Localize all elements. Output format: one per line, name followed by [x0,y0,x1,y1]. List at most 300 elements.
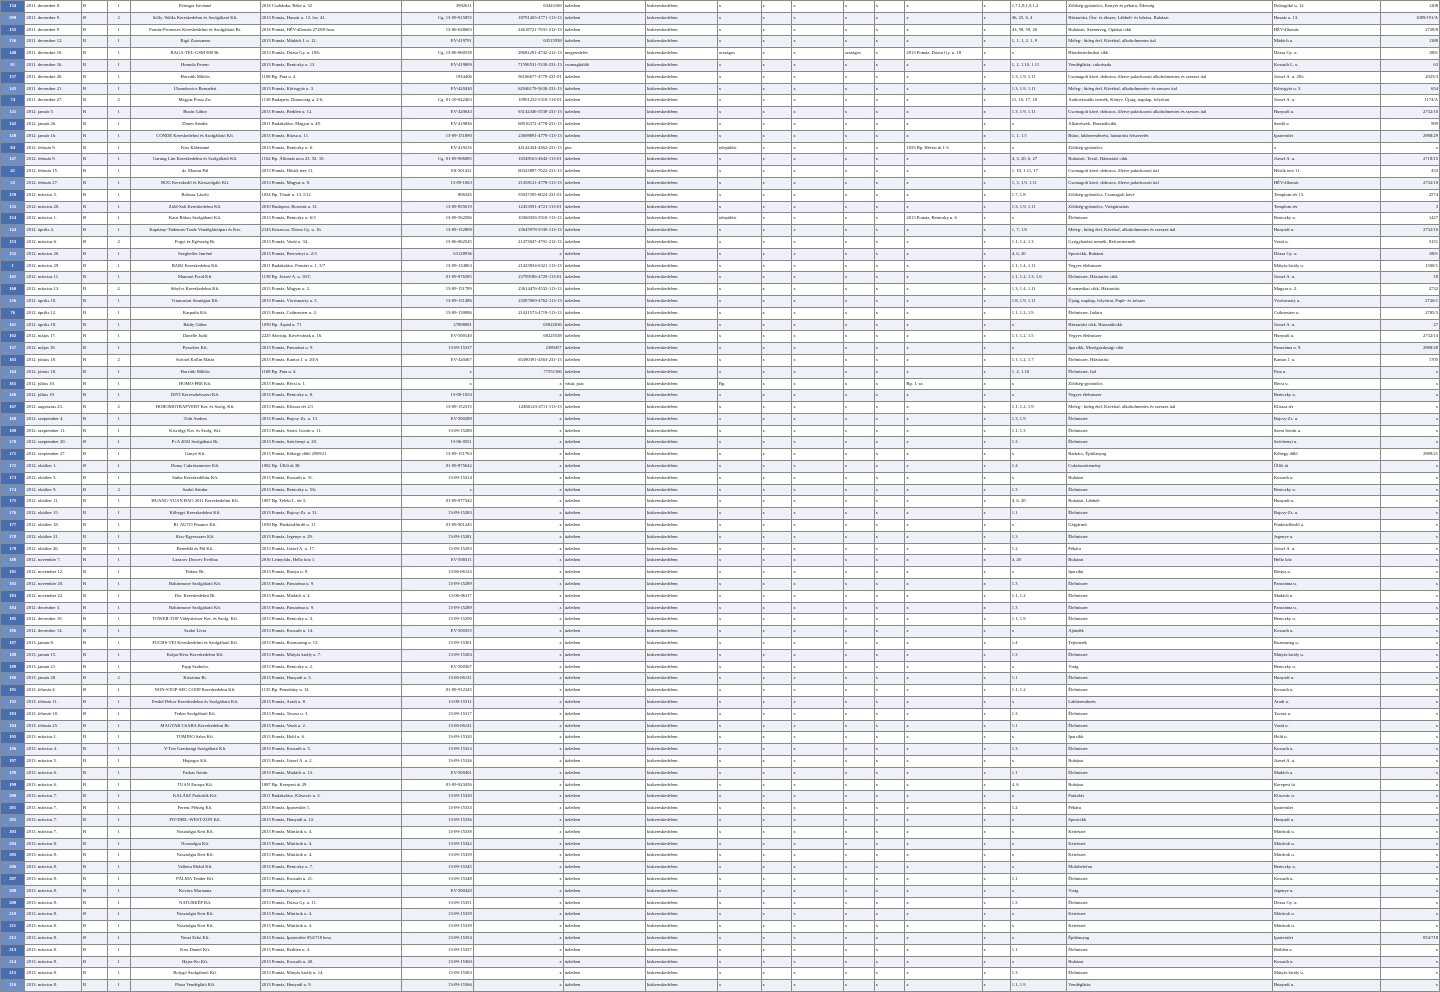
table-cell: B [81,838,107,850]
table-cell: 13-09-1063 [401,177,473,189]
table-cell: 1.3 [1010,708,1067,720]
table-cell: x [874,366,905,378]
row-number-cell: 183 [1,590,25,602]
table-cell: x [761,83,792,95]
table-cell: Élelmiszer [1067,767,1273,779]
table-cell: x [874,921,905,933]
table-cell: Ferenc Pékség Kft. [130,803,260,815]
table-cell: x [982,932,1010,944]
table-cell: x [1380,508,1439,520]
table-cell: x [1380,638,1439,650]
table-cell: Hunyadi u. [1272,225,1380,237]
table-cell: 2014 Pomáz, HÉV-állomás 2728/8 hrsz. [260,24,401,36]
table-cell: 1.1 [1010,767,1067,779]
table-cell: 63515938 [473,36,563,48]
table-row [1,12,1440,24]
table-cell: Mátyás király u. [1272,260,1380,272]
table-cell: x [717,791,761,803]
table-cell: 2732/10 [1380,107,1439,119]
table-cell: 1.1, 1.9 [1010,980,1067,992]
table-cell: 13-09-15301 [401,638,473,650]
table-cell: 13-09-15293 [401,543,473,555]
table-cell: 1 [107,213,130,225]
table-cell: 2013. március 8. [25,862,82,874]
table-cell: x [843,437,874,449]
table-cell: 1 [107,472,130,484]
table-cell: 1, 3, 1.9, 1.11 [1010,177,1067,189]
table-cell: üzletben [563,697,645,709]
table-cell: x [874,791,905,803]
table-cell: üzletben [563,838,645,850]
table-cell: 1089/191/A [1380,12,1439,24]
table-cell: x [843,944,874,956]
table-cell: 1 [107,944,130,956]
table-cell: x [1380,921,1439,933]
table-cell: 2 [107,354,130,366]
table-cell: 13-09-855619 [401,201,473,213]
table-cell: x [874,107,905,119]
table-cell: x [792,36,843,48]
table-cell: kiskereskedelem [645,95,717,107]
table-cell: 2012. április 4. [25,225,82,237]
table-cell: üzletben [563,201,645,213]
table-cell: Ubrankovics Bernadett [130,83,260,95]
table-cell: Dobogókő u. 12 [1272,1,1380,13]
table-cell: x [792,732,843,744]
table-cell: x [982,814,1010,826]
table-cell: 2011. december 20. [25,71,82,83]
table-cell: x [473,248,563,260]
table-cell: KALÁSZ Parkolók Kft. [130,791,260,803]
table-cell: 1039 Bp. Árpád u. 71 [260,319,401,331]
table-cell: MAGYAR CSABA Kereskedelmi Bt. [130,720,260,732]
table-cell: üzletben [563,496,645,508]
table-row [1,189,1440,201]
table-cell: 13-09-15290 [401,614,473,626]
table-cell: B [81,272,107,284]
table-cell: EV-500311 [401,555,473,567]
table-cell: 2012. október 18. [25,520,82,532]
table-cell: x [843,319,874,331]
table-cell: 2013 Pomáz, Rozmaring u. 13. [260,638,401,650]
table-cell: x [905,862,982,874]
table-cell: x [1380,142,1439,154]
table-cell: 2013 Pomáz, Bécsi u. 1. [260,378,401,390]
table-cell: üzletben [563,272,645,284]
table-cell: Barkács, Építőanyag [1067,449,1273,461]
table-cell: kiskereskedelem [645,638,717,650]
table-cell: x [473,602,563,614]
table-row [1,909,1440,921]
table-cell: x [473,496,563,508]
table-cell: Templom tér [1272,201,1380,213]
table-cell: x [982,543,1010,555]
table-cell: 2012. augusztus 23. [25,402,82,414]
table-cell: x [982,697,1010,709]
table-cell: 1 [107,508,130,520]
table-cell: 1087 Bp. Kerepesi út 29 [260,779,401,791]
table-cell: x [761,944,792,956]
table-cell: x [717,130,761,142]
table-cell: x [874,850,905,862]
table-cell: 2011. december 12. [25,36,82,48]
table-cell: x [792,437,843,449]
table-cell: 1033 Bp. Hévízi út 1-3 [905,142,982,154]
table-cell: üzletben [563,909,645,921]
table-cell: x [401,484,473,496]
table-cell: országos [717,48,761,60]
table-row [1,343,1440,355]
table-cell: 1 [107,814,130,826]
table-cell: 1135 Bp. Petneházy u. 14 [260,685,401,697]
table-cell: 1 [107,449,130,461]
table-cell: x [473,791,563,803]
table-cell: Csomagolt kávé, dobozos, illetve palackozott alkoholmentes és szeszes ital [1067,71,1273,83]
table-cell: x [717,177,761,189]
table-cell: B [81,744,107,756]
table-cell: x [874,130,905,142]
table-cell: 13-06-06131 [401,673,473,685]
row-number-cell: 185 [1,614,25,626]
table-cell: x [717,225,761,237]
table-cell: x [1380,555,1439,567]
table-cell: x [761,614,792,626]
table-cell: Kőhegyi Kereskedelmi Kft. [130,508,260,520]
row-number-cell: 145 [1,83,25,95]
table-row [1,885,1440,897]
table-cell: x [1380,850,1439,862]
table-cell: kiskereskedelem [645,213,717,225]
table-cell: Ruházat [1067,956,1273,968]
table-cell: 2012. május 18. [25,343,82,355]
table-cell: x [473,614,563,626]
row-number-cell: 170 [1,437,25,449]
table-cell: Csomagolt kávé, dobozos, illetve palackozott ital [1067,177,1273,189]
table-cell: Magyar Posta Zrt. [130,95,260,107]
table-cell: Jegenye u. [1272,531,1380,543]
table-cell: 2013. március 8. [25,932,82,944]
table-cell: Kerepesi út [1272,779,1380,791]
table-cell: x [473,921,563,933]
row-number-cell: 213 [1,944,25,956]
table-cell: x [792,295,843,307]
table-cell: 2012. április 18. [25,319,82,331]
table-cell: x [1380,720,1439,732]
table-cell: 2013. március 4. [25,744,82,756]
table-cell: x [874,166,905,178]
table-cell: x [473,543,563,555]
table-cell: x [473,472,563,484]
table-cell: 1, 2, 1.10, 1.11 [1010,59,1067,71]
table-cell: B [81,496,107,508]
table-cell: Sportcikk, Ruházat [1067,248,1273,260]
table-cell: x [843,284,874,296]
table-cell: x [874,862,905,874]
table-cell: x [874,472,905,484]
table-cell: x [1380,402,1439,414]
table-cell: 1.3 [1010,484,1067,496]
table-cell: Élelmiszer [1067,614,1273,626]
table-cell: 2013 Pomáz, Mártírok u. 4. [260,826,401,838]
table-cell: x [792,142,843,154]
table-cell: x [792,697,843,709]
table-cell: x [982,614,1010,626]
table-cell: 2013 Pomáz, Beniczky u. 7. [260,862,401,874]
table-cell: kiskereskedelem [645,531,717,543]
table-cell: Meleg-, hideg étel, Kávéital, alkoholmentes és szeszes ital [1067,225,1273,237]
table-cell: Karpathi Kft. [130,307,260,319]
table-cell: x [792,48,843,60]
table-cell: x [717,496,761,508]
table-cell: x [843,378,874,390]
table-cell: x [905,472,982,484]
table-cell: x [874,508,905,520]
table-cell: x [761,378,792,390]
table-cell: x [717,661,761,673]
table-cell: 1.2 [1010,543,1067,555]
table-cell: x [905,697,982,709]
table-cell: x [905,756,982,768]
table-row [1,437,1440,449]
table-cell: 2732/14 [1380,331,1439,343]
table-cell: 1 [107,225,130,237]
table-cell: Kertészet [1067,850,1273,862]
table-cell: Nosztalgia Kert Kft. [130,850,260,862]
table-cell: kiskereskedelem [645,130,717,142]
table-cell: P+A 2002 Szolgáltató Bt. [130,437,260,449]
table-cell: x [717,260,761,272]
table-row [1,260,1440,272]
table-cell: 1 [107,685,130,697]
table-cell: B [81,590,107,602]
table-cell: x [905,932,982,944]
table-cell: B [81,531,107,543]
table-cell: üzletben [563,71,645,83]
table-row [1,484,1440,496]
table-cell: 1 [107,767,130,779]
table-cell: 1162 Bp. Állomás utca 23. XI. 10. [260,154,401,166]
table-cell: 2012. július 10. [25,378,82,390]
row-number-cell: 200 [1,791,25,803]
table-cell: x [843,956,874,968]
table-cell: x [905,767,982,779]
table-cell: Ruházat [1067,472,1273,484]
table-cell: x [792,909,843,921]
table-cell: 16548163-4642-113-01 [473,154,563,166]
table-cell: x [982,118,1010,130]
table-cell: x [717,873,761,885]
table-cell: x [905,166,982,178]
table-cell: x [874,873,905,885]
table-cell: kiskereskedelem [645,814,717,826]
table-cell: 2016 Leányfalu, Hello köz 1. [260,555,401,567]
table-cell: üzletben [563,555,645,567]
table-cell: 2012. április 10. [25,295,82,307]
table-cell: üzletben [563,826,645,838]
table-cell: EV-419791 [401,36,473,48]
table-cell: 2013 Pomáz, Beniczky u. 8. [260,390,401,402]
table-cell: x [792,354,843,366]
table-cell: Kaus Rákos Szolgáltató Kft. [130,213,260,225]
table-cell: x [874,697,905,709]
table-cell: x [874,48,905,60]
row-number-cell: 197 [1,756,25,768]
table-cell: x [761,295,792,307]
table-cell: B [81,968,107,980]
table-row [1,402,1440,414]
table-cell: 65490391-4363-231-13 [473,354,563,366]
table-cell: B [81,413,107,425]
table-cell: kiskereskedelem [645,118,717,130]
table-cell: 13-09-15320 [401,732,473,744]
table-cell: 2728/8 [1380,24,1439,36]
table-cell: x [761,484,792,496]
table-cell: x [982,590,1010,602]
table-cell: x [761,118,792,130]
table-cell: Zöldség-gyümölcs, Virágárusítás [1067,201,1273,213]
table-cell: x [843,295,874,307]
table-cell: Gyógyhatású termék, Reformtermék [1067,236,1273,248]
table-cell: B [81,260,107,272]
table-cell: x [761,862,792,874]
table-cell: Bethlen u. [1272,944,1380,956]
table-row [1,508,1440,520]
table-cell: x [717,12,761,24]
table-cell: 2012. február 15. [25,166,82,178]
table-cell: 1500/1 [1380,260,1439,272]
table-cell: 01-09-977342 [401,496,473,508]
table-cell: Kiss Kálmánné [130,142,260,154]
table-cell: Virág [1067,661,1273,673]
table-cell: x [792,543,843,555]
table-cell: x [717,885,761,897]
table-cell: x [792,71,843,83]
table-cell: B [81,284,107,296]
table-cell: x [717,543,761,555]
table-cell: üzletben [563,685,645,697]
row-number-cell: 184 [1,602,25,614]
table-cell: 1208 [1380,1,1439,13]
table-cell: üzletben [563,921,645,933]
table-cell: x [874,225,905,237]
table-cell: x [792,779,843,791]
table-cell: Cg. 13-06-060538 [401,48,473,60]
table-cell: 1934406 [401,71,473,83]
row-number-cell: 84 [1,142,25,154]
table-cell: x [717,366,761,378]
table-cell: 2989/21 [1380,449,1439,461]
table-cell: 2574 [1380,189,1439,201]
table-cell: x [982,602,1010,614]
table-cell: x [792,213,843,225]
table-cell: B [81,331,107,343]
table-cell: 2013. január 28. [25,673,82,685]
table-cell: 1.3, 1.9, 1.11 [1010,83,1067,95]
table-cell: 1 [107,897,130,909]
table-cell: x [792,472,843,484]
table-cell: Alkatrészek, Használtcikk [1067,118,1273,130]
table-cell: x [473,838,563,850]
table-cell: kiskereskedelem [645,838,717,850]
table-cell: Élelmiszer [1067,944,1273,956]
table-cell: 2013. március 8. [25,838,82,850]
table-cell: 2013 Pomáz, Mádách I. u. 12. [260,36,401,48]
table-cell: B [81,921,107,933]
table-cell: kiskereskedelem [645,968,717,980]
table-cell: 1 [107,873,130,885]
table-cell: 2012. január 26. [25,118,82,130]
table-cell: x [792,425,843,437]
row-number-cell: 166 [1,390,25,402]
table-cell: kiskereskedelem [645,708,717,720]
table-cell: x [792,862,843,874]
table-cell: 2014 Csobánka, Béke u. 32 [260,1,401,13]
table-cell: 2012. október 15. [25,508,82,520]
table-cell: EV-420430 [401,83,473,95]
table-cell: x [792,366,843,378]
table-cell: Kertészet [1067,921,1273,933]
table-cell: x [843,838,874,850]
table-row [1,862,1440,874]
table-cell: x [982,295,1010,307]
table-cell: x [982,579,1010,591]
table-row [1,378,1440,390]
row-number-cell: 193 [1,708,25,720]
table-cell: x [717,932,761,944]
table-cell: 2011. december 27. [25,95,82,107]
table-cell: 1 [107,732,130,744]
table-cell: 2013 Pomáz, Iparterület 1. [260,803,401,815]
table-row [1,236,1440,248]
table-cell: x [717,909,761,921]
table-cell: Szabó Sándor [130,484,260,496]
table-cell: x [843,590,874,602]
table-cell: 3 [1380,201,1439,213]
table-cell: megrendelés [563,48,645,60]
table-cell: x [792,189,843,201]
table-cell: Parkolás [1067,791,1273,803]
table-cell: 1 [107,579,130,591]
table-cell: kiskereskedelem [645,873,717,885]
table-cell: József A. u. [1272,95,1380,107]
table-cell: Pünkösdfürdő u. [1272,520,1380,532]
table-cell: 1.1, 1.3 [1010,425,1067,437]
table-cell: kiskereskedelem [645,850,717,862]
row-number-cell: 195 [1,732,25,744]
table-cell: 10360356-5510-113-13 [473,213,563,225]
row-number-cell: 204 [1,838,25,850]
table-cell: x [843,59,874,71]
table-cell: üzletben [563,213,645,225]
table-cell: x [473,779,563,791]
table-cell: Kőbegy dűlő [1272,449,1380,461]
table-cell: x [761,732,792,744]
table-cell: x [1380,685,1439,697]
table-cell: x [473,484,563,496]
table-cell: 1.1, 1.2, 1.5 [1010,331,1067,343]
row-number-cell: 181 [1,567,25,579]
table-cell: x [761,602,792,614]
table-cell: x [843,803,874,815]
table-cell: x [717,531,761,543]
table-cell: kiskereskedelem [645,59,717,71]
table-cell: Kossuth u. [1272,956,1380,968]
table-cell: 2013 Pomáz, József A. u. 17. [260,543,401,555]
table-cell: 13-09-152315 [401,402,473,414]
table-cell: x [905,413,982,425]
table-cell: x [843,626,874,638]
table-cell: B [81,437,107,449]
